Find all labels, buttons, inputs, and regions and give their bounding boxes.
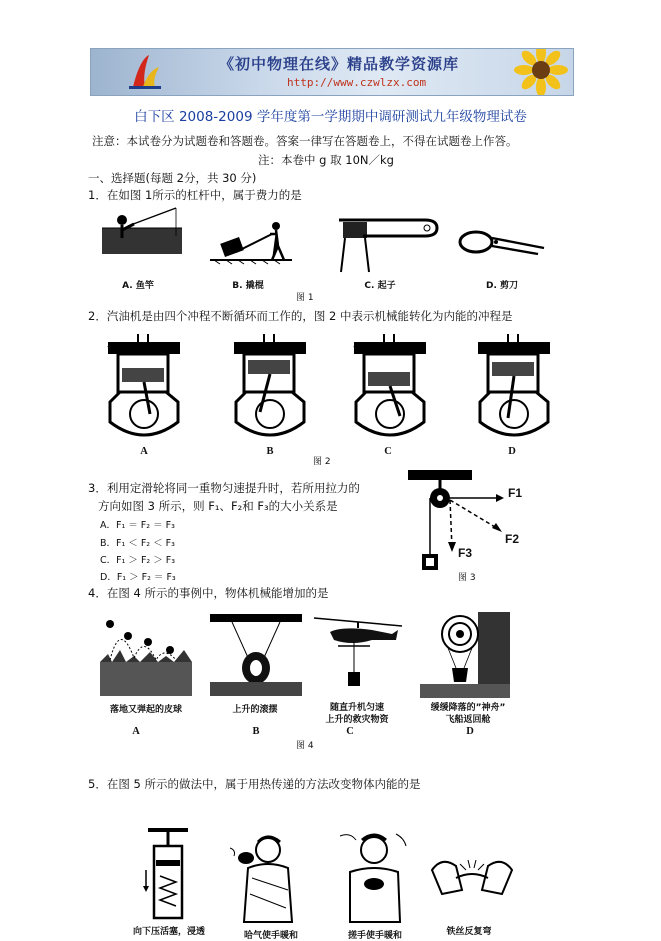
q2-option-b: B: [266, 446, 274, 457]
spacecraft-capsule-illustration: [420, 612, 510, 698]
q4-caption-c-line-1: 随直升机匀速: [329, 703, 384, 713]
figure-1-label: 图 1: [296, 293, 314, 303]
notice-text: 注意：本试卷分为试题卷和答题卷。答案一律写在答题卷上，不得在试题卷上作答。: [92, 134, 518, 148]
q1-option-c: C. 起子: [364, 281, 396, 291]
page-title: 白下区 2008-2009 学年度第一学期期中调研测试九年级物理试卷: [134, 109, 527, 125]
q4-caption-d-line-2: 飞船返回舱: [445, 715, 491, 725]
section-heading: 一、选择题(每题 2分，共 30 分): [88, 171, 257, 185]
q2-option-a: A: [140, 446, 148, 457]
q4-caption-b: 上升的滚摆: [232, 705, 278, 715]
question-5-text: 5．在图 5 所示的做法中，属于用热传递的方法改变物体内能的是: [88, 777, 421, 791]
bouncing-ball-illustration: [100, 610, 192, 696]
banner-title: 《初中物理在线》精品教学资源库: [219, 55, 460, 73]
q2-option-c: C: [384, 446, 392, 457]
breathing-on-hands-illustration: [228, 828, 306, 924]
q4-caption-c-line-2: 上升的救灾物资: [325, 715, 389, 725]
q5-caption-b: 哈气使手暖和: [243, 931, 298, 941]
note-gravity: 注：本卷中 g 取 10N／kg: [258, 153, 394, 167]
engine-stroke-b: [230, 332, 310, 444]
engine-stroke-c: [350, 332, 430, 444]
force-f2-label: F2: [505, 532, 520, 546]
q3-option-c: C．F₁ ＞ F₂ ＞ F₃: [100, 555, 176, 566]
q3-option-d: D．F₁ ＞ F₂ ＝ F₃: [100, 572, 176, 583]
question-1-text: 1．在如图 1所示的杠杆中，属于费力的是: [88, 188, 302, 202]
q5-caption-c: 搓手使手暖和: [347, 931, 402, 941]
figure-2-label: 图 2: [313, 457, 331, 467]
piston-compression-illustration: [138, 826, 198, 922]
question-3-line-1: 3．利用定滑轮将同一重物匀速提升时，若所用拉力的: [88, 481, 360, 495]
bending-wire-illustration: [426, 840, 518, 910]
q2-option-d: D: [508, 446, 516, 457]
q3-option-a: A．F₁ ＝ F₂ ＝ F₃: [100, 520, 175, 531]
engine-stroke-a: [104, 332, 184, 444]
figure-4-label: 图 4: [296, 741, 314, 751]
rubbing-hands-illustration: [336, 828, 414, 924]
q1-option-a: A. 鱼竿: [122, 281, 154, 291]
crowbar-illustration: [206, 220, 296, 264]
q1-option-b: B. 撬棍: [232, 281, 264, 291]
q4-option-a: A: [132, 726, 140, 737]
force-f1-label: F1: [508, 486, 523, 500]
banner-url: http://www.czwlzx.com: [287, 76, 427, 89]
question-2-text: 2．汽油机是由四个冲程不断循环而工作的，图 2 中表示机械能转化为内能的冲程是: [88, 309, 513, 323]
logo-icon: [125, 53, 165, 91]
bottle-opener-illustration: [333, 206, 443, 276]
header-banner: [90, 48, 574, 96]
scissors-illustration: [456, 226, 548, 262]
force-f3-label: F3: [458, 546, 473, 560]
question-3-line-2: 方向如图 3 所示，则 F₁、F₂和 F₃的大小关系是: [98, 499, 338, 513]
fishing-rod-illustration: [100, 206, 185, 262]
q3-option-b: B．F₁ ＜ F₂ ＜ F₃: [100, 538, 175, 549]
q1-option-d: D. 剪刀: [485, 281, 519, 291]
question-4-text: 4．在图 4 所示的事例中，物体机械能增加的是: [88, 586, 329, 600]
q4-caption-a: 落地又弹起的皮球: [109, 705, 182, 715]
figure-3-label: 图 3: [458, 573, 476, 583]
maxwell-wheel-illustration: [210, 612, 302, 696]
helicopter-illustration: [312, 612, 404, 696]
q4-option-c: C: [346, 726, 354, 737]
fixed-pulley-diagram: [404, 470, 524, 580]
q4-option-b: B: [252, 726, 260, 737]
q4-option-d: D: [466, 726, 474, 737]
engine-stroke-d: [474, 332, 554, 444]
q5-caption-a: 向下压活塞，浸透: [132, 927, 205, 937]
q4-caption-d-line-1: 缓缓降落的”神舟”: [430, 703, 506, 713]
q5-caption-d: 铁丝反复弯: [446, 927, 492, 937]
sunflower-icon: [505, 48, 574, 96]
